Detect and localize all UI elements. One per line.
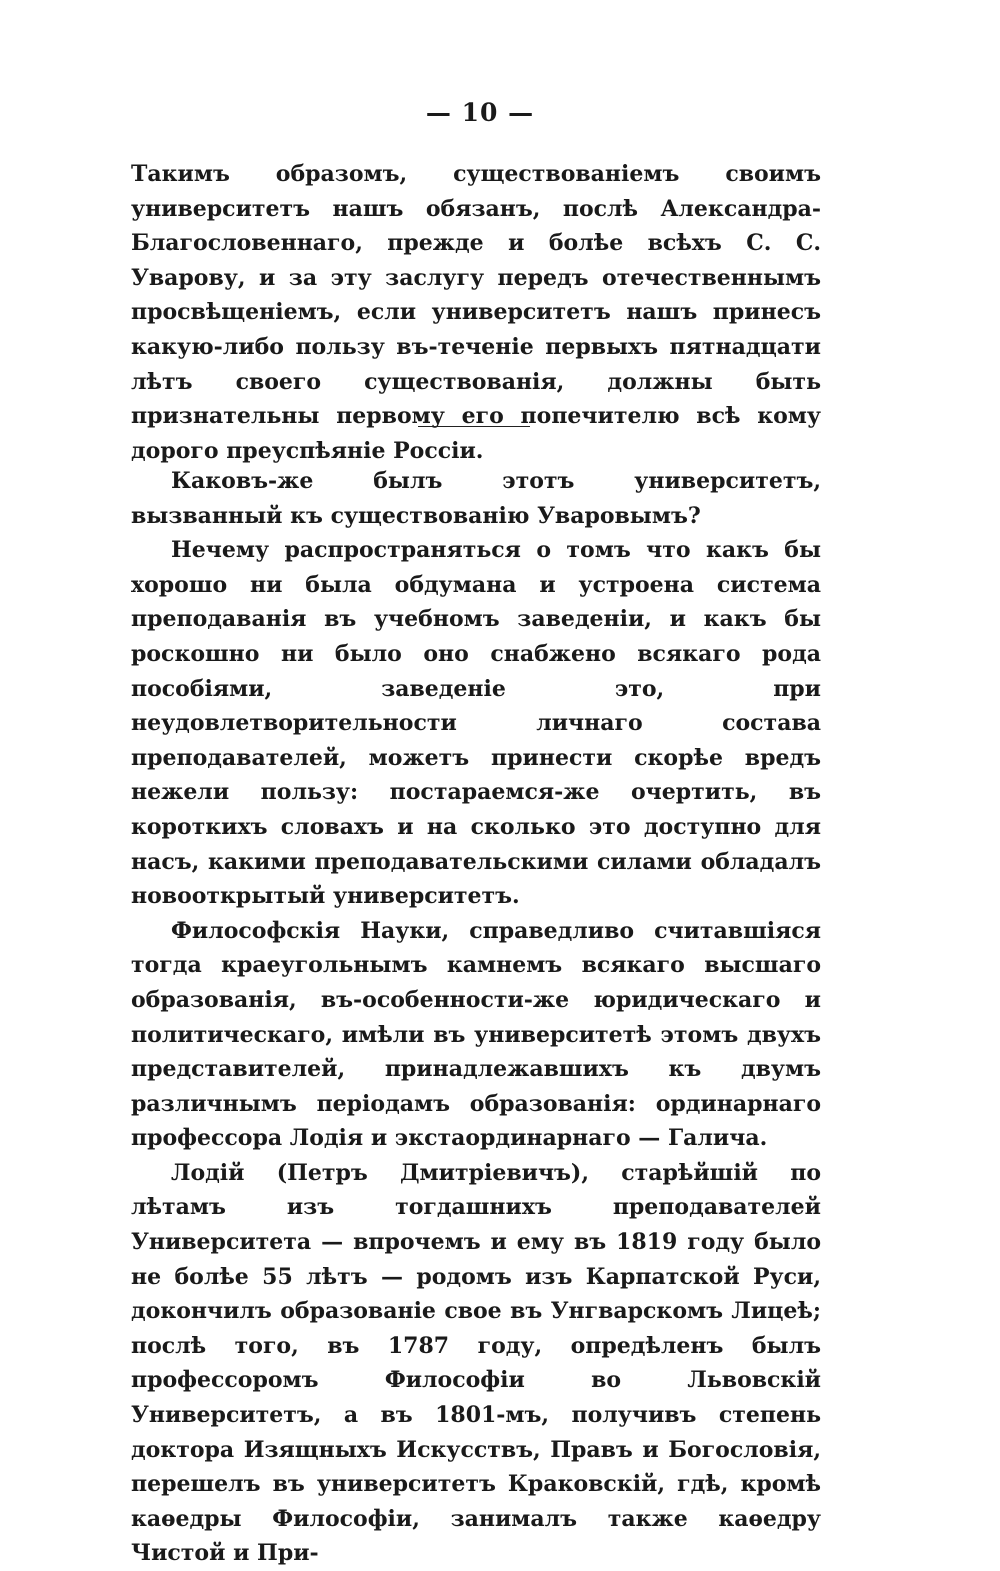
paragraph: Такимъ образомъ, существованіемъ своимъ университетъ нашъ обязанъ, послѣ Александра-Благословеннаго, прежде и болѣе всѣхъ С. С. Уварову, и за эту заслугу передъ отечественнымъ просвѣщеніемъ, если университетъ нашъ принесъ какую-либо пользу въ-теченіе первыхъ пятнадцати лѣтъ своего существованія, должны быть признательны первому его попечителю всѣ кому дорого преуспѣяніе Россіи.: [131, 161, 821, 464]
page-number: — 10 —: [425, 98, 535, 127]
text-section-top: [131, 157, 821, 468]
paragraph: Нечему распространяться о томъ что какъ бы хорошо ни была обдумана и устроена система преподаванія въ учебномъ заведеніи, и какъ бы роскошно ни было оно снабжено всякаго рода пособіями, заведеніе это, при неудовлетворительности личнаго состава преподавателей, можетъ принести скорѣе вредъ нежели пользу: постараемся-же очертить, въ короткихъ словахъ и на сколько это доступно для насъ, какими преподавательскими силами обладалъ новооткрытый университетъ.: [131, 537, 821, 910]
text-section-main: [131, 464, 821, 1571]
paragraph: Лодій (Петръ Дмитріевичъ), старѣйшій по лѣтамъ изъ тогдашнихъ преподавателей Университета — впрочемъ и ему въ 1819 году было не болѣе 55 лѣтъ — родомъ изъ Карпатской Руси, докончилъ образованіе свое въ Унгварскомъ Лицеѣ; послѣ того, въ 1787 году, опредѣленъ былъ профессоромъ Философіи во Львовскій Университетъ, а въ 1801-мъ, получивъ степень доктора Изящныхъ Искусствъ, Правъ и Богословія, перешелъ въ университетъ Краковскій, гдѣ, кромѣ каѳедры Философіи, занималъ также каѳедру Чистой и При-: [131, 1159, 821, 1567]
paragraph: Философскія Науки, справедливо считавшіяся тогда краеугольнымъ камнемъ всякаго высшаго образованія, въ-особенности-же юридическаго и политическаго, имѣли въ университетѣ этомъ двухъ представителей, принадлежавшихъ къ двумъ различнымъ періодамъ образованія: ординарнаго профессора Лодія и экстаординарнаго — Галича.: [131, 917, 821, 1152]
paragraph: Каковъ-же былъ этотъ университетъ, вызванный къ существованію Уваровымъ?: [131, 468, 821, 529]
section-divider: [418, 426, 530, 427]
